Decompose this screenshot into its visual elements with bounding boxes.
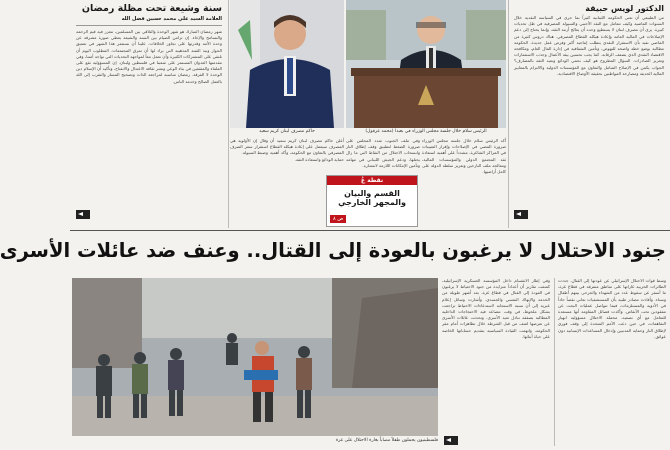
nuqta-box-page: ص ٨ [330, 215, 346, 223]
continue-arrow-icon [514, 210, 528, 219]
governor-photo [230, 0, 344, 128]
nuqta-box-title-2: والمجهر الخارجي [338, 198, 406, 207]
left-body-text: شهر رمضان المبارك هو شهر الوحدة والتلاقي بين المسلمين، تتعزز فيه قيم الرحمة والتسامح والإخاء. إن تزامن الصيام بين السنة والشيعة يعطي صورة مشرقة عن وحدة الأمة وقدرتها على تجاوز الخلافات. علينا أن نستثمر هذا الشهر في تعميق الحوار ونبذ الفتنة المذهبية التي يراد لها أن تمزق المجتمعات. المطلوب اليوم أن نلتقي على المشتركات الكثيرة وأن نعمل معاً لمواجهة التحديات التي تواجه أمتنا، وفي مقدمتها العدوان المستمر على شعبنا في فلسطين ولبنان. إن المسؤولية تقع على العلماء والمثقفين في بناء الوعي ونشر ثقافة الاعتدال والانفتاح، وتأكيد أن الإسلام دين الوحدة لا الفرقة. رمضان مناسبة لمراجعة الذات وتصحيح المسار والتقرب إلى الله بالعمل الصالح وخدمة الناس. [76, 29, 222, 84]
left-photo [230, 0, 344, 128]
left-author: العلامة السيد علي محمد حسين فضل الله [121, 16, 222, 22]
pm-podium-photo [346, 0, 506, 128]
bottom-article-col-1: وفي إطار الانقسام داخل المؤسسة العسكرية الإسرائيلية، كشفت تقارير أن أعداداً متزايدة من جنود الاحتياط لا يرغبون في العودة إلى القتال في قطاع غزة، بعد أشهر طويلة من الخدمة والإنهاك النفسي والجسدي. وأشارت وسائل إعلام عبرية إلى أن نسبة الاستجابة لاستدعاءات الاحتياط تراجعت بشكل ملحوظ، في وقت تتصاعد فيه الاحتجاجات الداخلية المطالبة بصفقة تبادل تعيد الأسرى. وتحدثت عائلات الأسرى عن تعرضها لعنف من قبل الشرطة خلال تظاهرات أمام مقر الحكومة، واتهمت القيادة السياسية بتقديم حساباتها الخاصة على حياة أبنائها. [442, 278, 550, 339]
bottom-article-col-2: وسط قوات الاحتلال الإسرائيلي عن عودتها إلى القتال، جددت الطائرات الحربية غاراتها على مناطق متفرقة في قطاع غزة، ما أسفر عن سقوط عدد من الشهداء والجرحى بينهم أطفال ونساء. وأفادت مصادر طبية بأن المستشفيات تعاني نقصاً حاداً في الأدوية والمستلزمات، فيما تتواصل عمليات البحث عن مفقودين تحت الأنقاض. وأكدت فصائل المقاومة أنها مستعدة للتعامل مع أي تصعيد، محملة الاحتلال مسؤولية انهيار التفاهمات، في حين دعت الأمم المتحدة إلى وقف فوري لإطلاق النار وحماية المدنيين وإدخال المساعدات الإنسانية دون عوائق. [558, 278, 666, 339]
right-opinion-column [510, 0, 668, 225]
gaza-street-photo [72, 278, 438, 436]
center-photo-caption: الرئيس سلام خلال جلسة مجلس الوزراء في بعبدا (محمد عزقول) [365, 129, 487, 134]
nuqta-box-title-1: القسم والبيان [344, 189, 400, 198]
nuqta-box-label: نقطة عُ [327, 176, 417, 185]
governor-article-text: أعلن حاكم مصرف لبنان كريم سعيد أن المصرف سيعمل على إعادة هيكلة القطاع المصرفي بالتعاون مع الحكومة، وأكد أهمية حماية الودائع واستعادة الثقة. [270, 138, 344, 162]
continue-arrow-icon [76, 210, 90, 219]
left-opinion-column [72, 0, 226, 225]
continue-arrow-icon [444, 436, 458, 445]
nuqta-box[interactable] [326, 175, 418, 227]
center-article-text-2: وفي ملف الجنوب شدد المجلس على ضرورة الضغط لتطبيق وقف إطلاق النار وانسحاب الاحتلال من النقاط التي ما زال يحتلها، ودعم الجيش اللبناني في مهامه وتأمين الإمكانات اللازمة لانتشاره. [346, 138, 420, 168]
governor-article-text-2: وقال إن الأولوية هي استقرار سعر الصرف وضبط السيولة. [230, 138, 268, 156]
main-headline[interactable]: جنود الاحتلال لا يرغبون بالعودة إلى القتال.. وعنف ضد عائلات الأسرى [0, 239, 666, 262]
center-article-text: أكد الرئيس سلام خلال جلسة مجلس الوزراء ضرورة المضي في الإصلاحات وإقرار التعيينات في المراكز الشاغرة، مشدداً على أهمية استعادة ثقة المجتمع الدولي والمؤسسات المالية، ومعالجة ملف النازحين وتعزيز سلطة الدولة على كامل أراضيها. [422, 138, 506, 175]
left-headline: سنة وشيعة تحت مظلة رمضان [81, 3, 222, 14]
main-photo-caption: فلسطينيون يحملون طفلاً مصاباً بغارة الاحتلال على غزة [335, 438, 438, 443]
center-photo [346, 0, 506, 128]
left-photo-caption: حاكم مصرف لبنان كريم سعيد [259, 129, 315, 134]
right-body-text: من الطبيعي أن تعنى الحكومة اللبنانية كثيراً بما جرى في السياسة النقدية خلال السنوات الماضية وكيف تتعامل مع النقد الأجنبي والسيولة المصرفية في ظل تحديات كبيرة. يرى أن مصرف لبنان لا يستطيع وحده أن يعالج أزمة الثقة، وإنما يحتاج إلى دعم الإصلاحات في المالية العامة وإعادة هيكلة القطاع المصرفي. هناك دروس كثيرة من الماضي تفيد بأن الاستقرار النقدي يتطلب إنتاجية أكبر وفرص عمل جديدة. الحكومة مطالبة بوضع خطة واضحة للنهوض، وتأمين الشفافية في إدارة المال العام، ومكافحة الاقتصاد النقدي الذي يضعف الرقابة. كما يجب تحسين بيئة الأعمال وجذب الاستثمارات وتعزيز الصادرات. السؤال المطروح هو كيف نحمي الودائع ونعيد الثقة بالمصارف؟ الجواب يكمن في الإصلاح الشامل والتعاون مع المؤسسات الدولية والالتزام بالمعايير المالية الحديثة ومصارحة المواطنين بحقيقة الأوضاع الاقتصادية. [514, 15, 664, 76]
main-photo [72, 278, 438, 436]
right-author: الدكتور لويس حبيقة [585, 4, 664, 13]
